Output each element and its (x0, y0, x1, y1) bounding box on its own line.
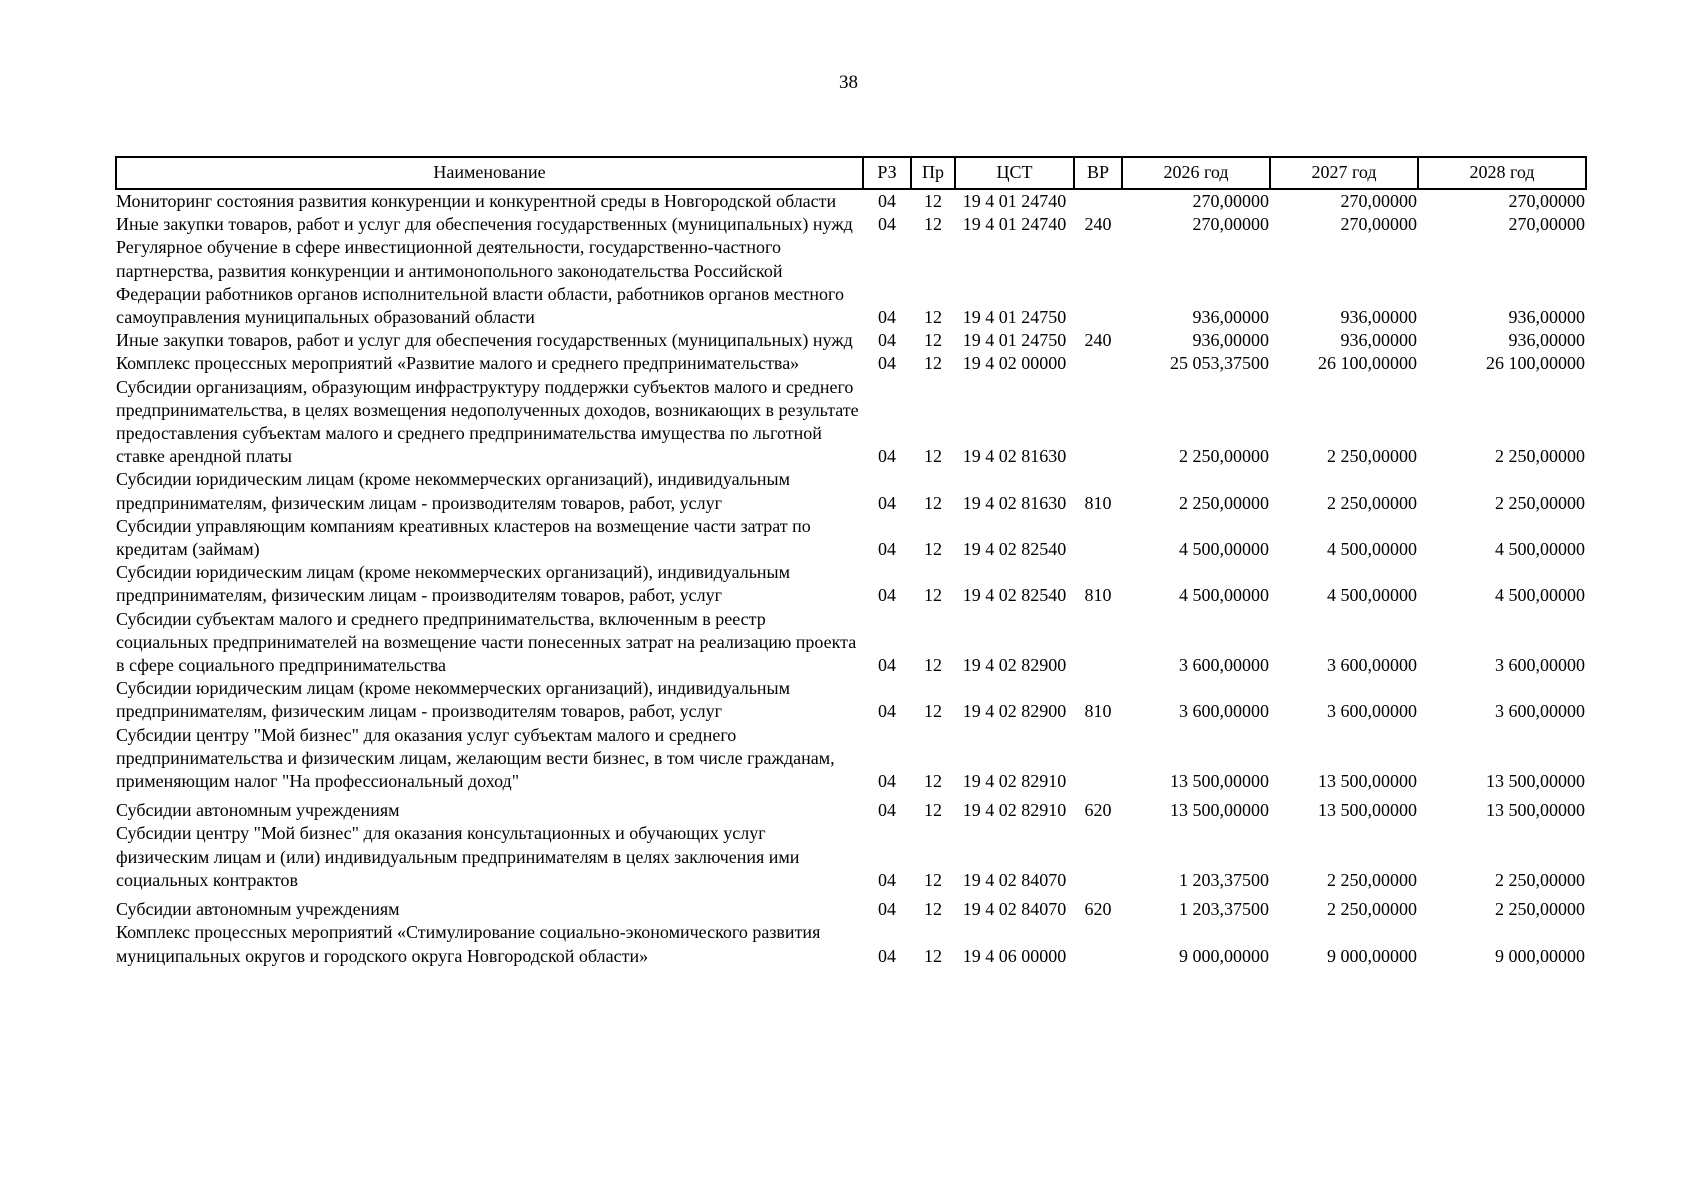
cell-vr: 240 (1084, 214, 1112, 235)
cell-2028: 4 500,00000 (1495, 585, 1585, 606)
cell-2027: 270,00000 (1340, 214, 1417, 235)
cell-cst: 19 4 02 84070 (962, 869, 1067, 890)
cell-2028: 4 500,00000 (1495, 539, 1585, 560)
cell-2026: 2 250,00000 (1179, 446, 1269, 467)
cell-vr: 240 (1084, 330, 1112, 351)
cell-2026: 936,00000 (1192, 330, 1269, 351)
cell-rz: 04 (878, 585, 896, 606)
cell-2027: 4 500,00000 (1327, 585, 1417, 606)
cell-name: Субсидии автономным учреждениям (116, 800, 400, 821)
cell-2028: 3 600,00000 (1495, 655, 1585, 676)
table-body (116, 189, 1586, 968)
cell-name: Субсидии субъектам малого и среднего предпринимательства, включенным в реестр социальных предпринимателей на возмещение части понесенных затрат на реализацию проекта в сфере социального предпринимательства (116, 608, 857, 676)
cell-2026: 4 500,00000 (1179, 539, 1269, 560)
header-rz: РЗ (863, 157, 911, 189)
cell-vr: 810 (1084, 492, 1112, 513)
cell-cst: 19 4 02 82900 (962, 655, 1067, 676)
cell-2028: 2 250,00000 (1495, 869, 1585, 890)
table-row (116, 892, 1586, 921)
cell-2026: 3 600,00000 (1179, 701, 1269, 722)
cell-2027: 4 500,00000 (1327, 539, 1417, 560)
cell-cst: 19 4 01 24750 (962, 330, 1067, 351)
cell-pr: 12 (924, 585, 942, 606)
cell-cst: 19 4 02 00000 (962, 353, 1067, 374)
table-row (116, 515, 1586, 561)
cell-name: Комплекс процессных мероприятий «Стимулирование социально-экономического развития муниципальных округов и городского округа Новгородской области» (116, 922, 821, 966)
table-row (116, 561, 1586, 607)
cell-vr (1074, 236, 1122, 329)
cell-2028: 3 600,00000 (1495, 701, 1585, 722)
cell-rz: 04 (878, 771, 896, 792)
cell-name: Субсидии юридическим лицам (кроме некоммерческих организаций), индивидуальным предпринимателям, физическим лицам - производителям товаров, работ, услуг (116, 678, 791, 722)
cell-vr (1074, 352, 1122, 375)
cell-rz: 04 (878, 191, 896, 211)
header-name: Наименование (116, 157, 863, 189)
cell-2026: 936,00000 (1192, 307, 1269, 328)
cell-vr (1074, 608, 1122, 678)
header-cst: ЦСТ (955, 157, 1074, 189)
table-row (116, 921, 1586, 967)
cell-name: Субсидии центру "Мой бизнес" для оказания услуг субъектам малого и среднего предпринимательства и физическим лицам, желающим вести бизнес, в том числе гражданам, применяющим налог "На профессиональный доход" (116, 724, 835, 792)
cell-2026: 1 203,37500 (1179, 899, 1269, 920)
cell-2028: 13 500,00000 (1486, 800, 1585, 821)
table-row (116, 724, 1586, 794)
cell-rz: 04 (878, 869, 896, 890)
cell-name: Комплекс процессных мероприятий «Развитие малого и среднего предпринимательства» (116, 353, 800, 374)
cell-pr: 12 (924, 214, 942, 235)
header-2027: 2027 год (1270, 157, 1418, 189)
cell-name: Мониторинг состояния развития конкуренции и конкурентной среды в Новгородской области (116, 191, 837, 211)
cell-2028: 2 250,00000 (1495, 492, 1585, 513)
cell-cst: 19 4 01 24750 (962, 307, 1067, 328)
table-row (116, 236, 1586, 329)
cell-pr: 12 (924, 539, 942, 560)
cell-cst: 19 4 02 84070 (962, 899, 1067, 920)
cell-vr (1074, 515, 1122, 561)
header-pr: Пр (911, 157, 955, 189)
cell-rz: 04 (878, 539, 896, 560)
cell-cst: 19 4 02 82540 (962, 585, 1067, 606)
cell-pr: 12 (924, 353, 942, 374)
budget-table (115, 156, 1587, 968)
table-row (116, 213, 1586, 236)
cell-2026: 13 500,00000 (1170, 800, 1269, 821)
cell-cst: 19 4 02 82900 (962, 701, 1067, 722)
cell-name: Субсидии организациям, образующим инфраструктуру поддержки субъектов малого и среднего предпринимательства, в целях возмещения недополученных доходов, возникающих в результате предоставления субъектам малого и среднего предпринимательства имущества по льготной ставке арендной платы (116, 376, 859, 467)
cell-cst: 19 4 02 82910 (962, 771, 1067, 792)
cell-rz: 04 (878, 353, 896, 374)
cell-2026: 9 000,00000 (1179, 945, 1269, 966)
table-row (116, 468, 1586, 514)
cell-pr: 12 (924, 307, 942, 328)
cell-pr: 12 (924, 701, 942, 722)
cell-rz: 04 (878, 945, 896, 966)
cell-vr: 620 (1084, 899, 1112, 920)
cell-2028: 270,00000 (1508, 191, 1585, 211)
table-row (116, 793, 1586, 822)
cell-vr (1074, 822, 1122, 892)
cell-2027: 936,00000 (1340, 330, 1417, 351)
cell-2026: 13 500,00000 (1170, 771, 1269, 792)
cell-cst: 19 4 01 24740 (962, 191, 1067, 211)
cell-rz: 04 (878, 701, 896, 722)
cell-name: Иные закупки товаров, работ и услуг для обеспечения государственных (муниципальных) нужд (116, 214, 853, 235)
cell-pr: 12 (924, 899, 942, 920)
table-row (116, 329, 1586, 352)
cell-name: Субсидии автономным учреждениям (116, 899, 400, 920)
cell-rz: 04 (878, 330, 896, 351)
cell-2027: 936,00000 (1340, 307, 1417, 328)
cell-rz: 04 (878, 214, 896, 235)
table-row (116, 822, 1586, 892)
table-header-row (116, 157, 1586, 189)
cell-vr (1074, 724, 1122, 794)
cell-pr: 12 (924, 492, 942, 513)
table-row (116, 376, 1586, 469)
cell-2028: 936,00000 (1508, 307, 1585, 328)
cell-pr: 12 (924, 800, 942, 821)
table-row (116, 352, 1586, 375)
page-number: 38 (839, 72, 858, 93)
cell-2027: 9 000,00000 (1327, 945, 1417, 966)
cell-rz: 04 (878, 492, 896, 513)
cell-pr: 12 (924, 869, 942, 890)
cell-name: Субсидии центру "Мой бизнес" для оказания консультационных и обучающих услуг физическим лицам и (или) индивидуальным предпринимателям в целях заключения ими социальных контрактов (116, 823, 800, 890)
cell-rz: 04 (878, 446, 896, 467)
cell-2027: 3 600,00000 (1327, 701, 1417, 722)
cell-2026: 3 600,00000 (1179, 655, 1269, 676)
header-2026: 2026 год (1122, 157, 1270, 189)
cell-2026: 25 053,37500 (1170, 353, 1269, 374)
cell-vr: 810 (1084, 585, 1112, 606)
cell-cst: 19 4 02 82540 (962, 539, 1067, 560)
cell-vr (1074, 189, 1122, 213)
cell-name: Регулярное обучение в сфере инвестиционной деятельности, государственно-частного партнерства, развития конкуренции и антимонопольного законодательства Российской Федерации работников органов исполнительной власти области, работников органов местного самоуправления муниципальных образований области (116, 237, 844, 328)
cell-2026: 270,00000 (1192, 191, 1269, 211)
header-2028: 2028 год (1418, 157, 1586, 189)
cell-pr: 12 (924, 330, 942, 351)
cell-2026: 1 203,37500 (1179, 869, 1269, 890)
cell-2028: 270,00000 (1508, 214, 1585, 235)
cell-2027: 270,00000 (1340, 191, 1417, 211)
cell-vr: 620 (1084, 800, 1112, 821)
cell-cst: 19 4 02 81630 (962, 492, 1067, 513)
cell-pr: 12 (924, 655, 942, 676)
cell-2027: 26 100,00000 (1318, 353, 1417, 374)
cell-pr: 12 (924, 771, 942, 792)
cell-2028: 13 500,00000 (1486, 771, 1585, 792)
cell-rz: 04 (878, 655, 896, 676)
cell-name: Субсидии управляющим компаниям креативных кластеров на возмещение части затрат по кредитам (займам) (116, 515, 811, 560)
table-row (116, 677, 1586, 723)
cell-name: Иные закупки товаров, работ и услуг для обеспечения государственных (муниципальных) нужд (116, 330, 853, 351)
cell-2027: 2 250,00000 (1327, 492, 1417, 513)
cell-2026: 4 500,00000 (1179, 585, 1269, 606)
cell-vr (1074, 376, 1122, 469)
cell-cst: 19 4 02 81630 (962, 446, 1067, 467)
cell-pr: 12 (924, 446, 942, 467)
cell-2027: 13 500,00000 (1318, 800, 1417, 821)
cell-rz: 04 (878, 307, 896, 328)
cell-vr (1074, 921, 1122, 967)
cell-cst: 19 4 06 00000 (962, 945, 1067, 966)
header-vr: ВР (1074, 157, 1122, 189)
cell-2027: 3 600,00000 (1327, 655, 1417, 676)
cell-2028: 2 250,00000 (1495, 446, 1585, 467)
cell-2028: 2 250,00000 (1495, 899, 1585, 920)
table-row (116, 189, 1586, 213)
cell-vr: 810 (1084, 701, 1112, 722)
cell-rz: 04 (878, 800, 896, 821)
cell-2027: 2 250,00000 (1327, 869, 1417, 890)
cell-2026: 270,00000 (1192, 214, 1269, 235)
cell-2027: 2 250,00000 (1327, 899, 1417, 920)
table-row (116, 608, 1586, 678)
cell-2026: 2 250,00000 (1179, 492, 1269, 513)
cell-pr: 12 (924, 945, 942, 966)
cell-name: Субсидии юридическим лицам (кроме некоммерческих организаций), индивидуальным предпринимателям, физическим лицам - производителям товаров, работ, услуг (116, 469, 791, 513)
cell-2028: 9 000,00000 (1495, 945, 1585, 966)
cell-rz: 04 (878, 899, 896, 920)
cell-name: Субсидии юридическим лицам (кроме некоммерческих организаций), индивидуальным предпринимателям, физическим лицам - производителям товаров, работ, услуг (116, 562, 791, 606)
cell-cst: 19 4 01 24740 (962, 214, 1067, 235)
cell-2027: 13 500,00000 (1318, 771, 1417, 792)
cell-pr: 12 (924, 191, 942, 211)
cell-2027: 2 250,00000 (1327, 446, 1417, 467)
cell-2028: 26 100,00000 (1486, 353, 1585, 374)
cell-cst: 19 4 02 82910 (962, 800, 1067, 821)
cell-2028: 936,00000 (1508, 330, 1585, 351)
